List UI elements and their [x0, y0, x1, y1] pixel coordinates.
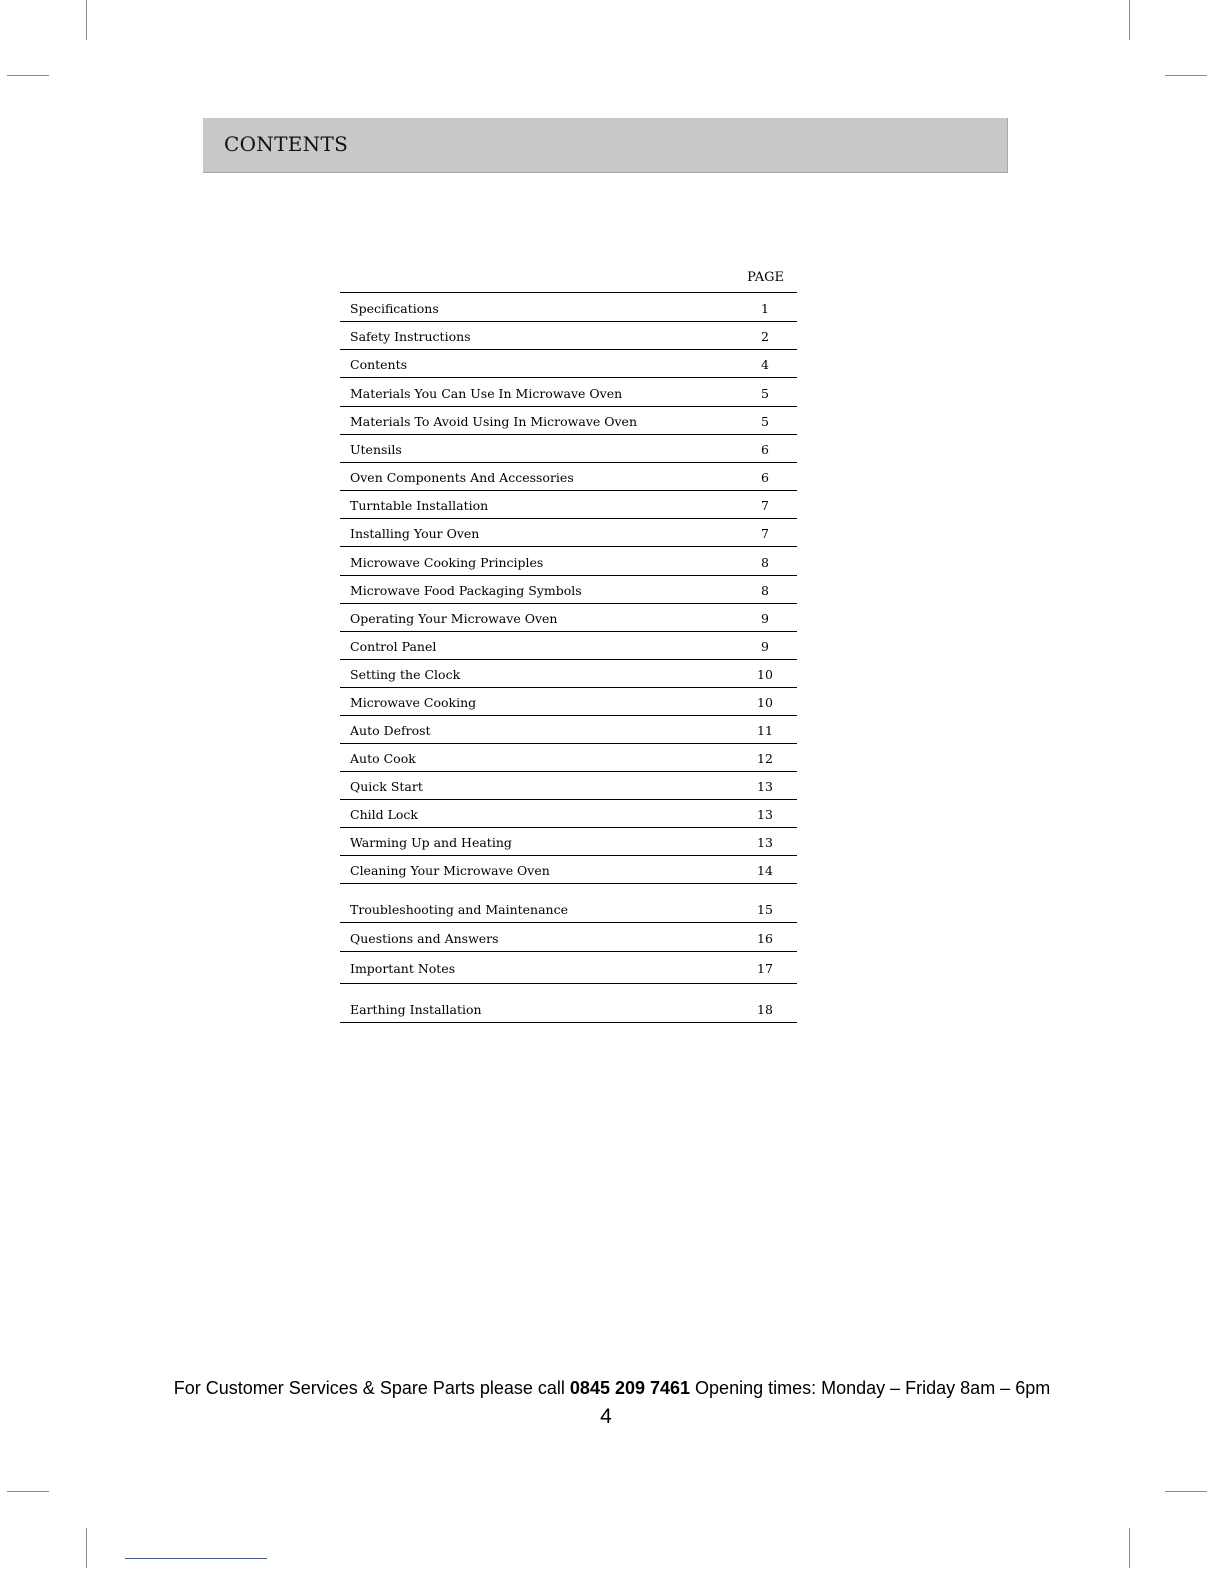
toc-entry-page: 4	[761, 357, 769, 372]
toc-entry-title: Specifications	[350, 300, 439, 316]
toc-entry-page: 5	[761, 414, 769, 429]
toc-entry-title: Operating Your Microwave Oven	[350, 611, 558, 626]
toc-entry-page: 2	[761, 329, 769, 344]
toc-row	[340, 322, 797, 350]
crop-mark-bottom-right	[1129, 1528, 1130, 1568]
table-of-contents	[340, 268, 797, 1023]
toc-row	[340, 923, 797, 952]
toc-rows	[340, 293, 797, 1023]
toc-entry-page: 9	[761, 611, 769, 626]
toc-entry-page: 1	[761, 300, 769, 316]
toc-row	[340, 293, 797, 322]
toc-entry-title: Cleaning Your Microwave Oven	[350, 863, 550, 878]
toc-entry-title: Installing Your Oven	[350, 526, 480, 541]
toc-entry-page: 7	[761, 498, 769, 513]
toc-row	[340, 350, 797, 378]
toc-entry-page: 13	[757, 807, 773, 822]
crop-mark-bottom-left	[86, 1528, 87, 1568]
toc-row	[340, 604, 797, 632]
toc-row	[340, 463, 797, 491]
toc-entry-title: Microwave Cooking Principles	[350, 554, 544, 570]
toc-entry-page: 8	[761, 583, 769, 598]
toc-row	[340, 688, 797, 716]
toc-row	[340, 984, 797, 1023]
toc-page-column-header	[340, 268, 797, 293]
toc-row	[340, 491, 797, 519]
toc-entry-title: Earthing Installation	[350, 1001, 482, 1017]
toc-row	[340, 576, 797, 604]
toc-row	[340, 800, 797, 828]
toc-row	[340, 660, 797, 688]
footer-phone-number: 0845 209 7461	[569, 1378, 691, 1398]
toc-entry-title: Contents	[350, 357, 408, 372]
toc-entry-page: 8	[761, 554, 769, 570]
toc-entry-title: Auto Defrost	[350, 723, 431, 738]
toc-entry-title: Microwave Cooking	[350, 695, 477, 710]
page-title: CONTENTS	[224, 132, 349, 156]
toc-entry-title: Utensils	[350, 442, 402, 457]
toc-row	[340, 716, 797, 744]
toc-entry-page: 12	[757, 751, 773, 766]
toc-row	[340, 884, 797, 923]
toc-entry-title: Turntable Installation	[350, 498, 489, 513]
toc-entry-title: Auto Cook	[350, 751, 416, 766]
toc-entry-title: Warming Up and Heating	[350, 835, 512, 850]
toc-entry-page: 6	[761, 470, 769, 485]
toc-entry-page: 15	[757, 901, 773, 917]
toc-row	[340, 407, 797, 435]
toc-entry-title: Materials To Avoid Using In Microwave Oven	[350, 414, 638, 429]
toc-entry-title: Control Panel	[350, 639, 437, 654]
toc-entry-page: 5	[761, 385, 769, 401]
footer-text-before: For Customer Services & Spare Parts please call	[173, 1378, 570, 1398]
toc-row	[340, 632, 797, 660]
section-header-band	[203, 118, 1008, 173]
crop-mark-top-left-h	[7, 75, 49, 76]
toc-row	[340, 772, 797, 800]
footer-text-after: Opening times: Monday – Friday 8am – 6pm	[690, 1378, 1051, 1398]
toc-entry-page: 9	[761, 639, 769, 654]
toc-entry-page: 10	[757, 695, 773, 710]
toc-row	[340, 952, 797, 984]
toc-row	[340, 856, 797, 884]
crop-mark-top-left	[86, 0, 87, 40]
toc-row	[340, 547, 797, 576]
toc-entry-page: 18	[757, 1001, 773, 1017]
toc-entry-page: 16	[757, 930, 773, 946]
toc-entry-title: Quick Start	[350, 779, 423, 794]
toc-entry-title: Questions and Answers	[350, 930, 499, 946]
toc-entry-page: 13	[757, 835, 773, 850]
toc-entry-page: 13	[757, 779, 773, 794]
crop-mark-bottom-left-h	[7, 1491, 49, 1492]
toc-entry-title: Materials You Can Use In Microwave Oven	[350, 385, 623, 401]
toc-entry-title: Safety Instructions	[350, 329, 471, 344]
footer-contact-line	[0, 1378, 1224, 1399]
toc-entry-title: Oven Components And Accessories	[350, 470, 574, 485]
toc-row	[340, 519, 797, 547]
crop-mark-top-right	[1129, 0, 1130, 40]
page-number: 4	[600, 1405, 612, 1428]
toc-row	[340, 435, 797, 463]
crop-mark-top-right-h	[1165, 75, 1207, 76]
toc-entry-title: Troubleshooting and Maintenance	[350, 901, 568, 917]
toc-row	[340, 744, 797, 772]
toc-row	[340, 378, 797, 407]
toc-entry-page: 6	[761, 442, 769, 457]
toc-entry-page: 11	[757, 723, 773, 738]
crop-mark-bottom-right-h	[1165, 1491, 1207, 1492]
toc-entry-title: Important Notes	[350, 961, 456, 976]
page-column-label: PAGE	[747, 270, 784, 285]
toc-entry-title: Setting the Clock	[350, 667, 461, 682]
toc-entry-page: 10	[757, 667, 773, 682]
bottom-link-underline	[125, 1558, 267, 1559]
toc-entry-page: 14	[757, 863, 773, 878]
toc-entry-title: Microwave Food Packaging Symbols	[350, 583, 582, 598]
toc-entry-title: Child Lock	[350, 807, 418, 822]
toc-row	[340, 828, 797, 856]
toc-entry-page: 17	[757, 961, 773, 976]
toc-entry-page: 7	[761, 526, 769, 541]
